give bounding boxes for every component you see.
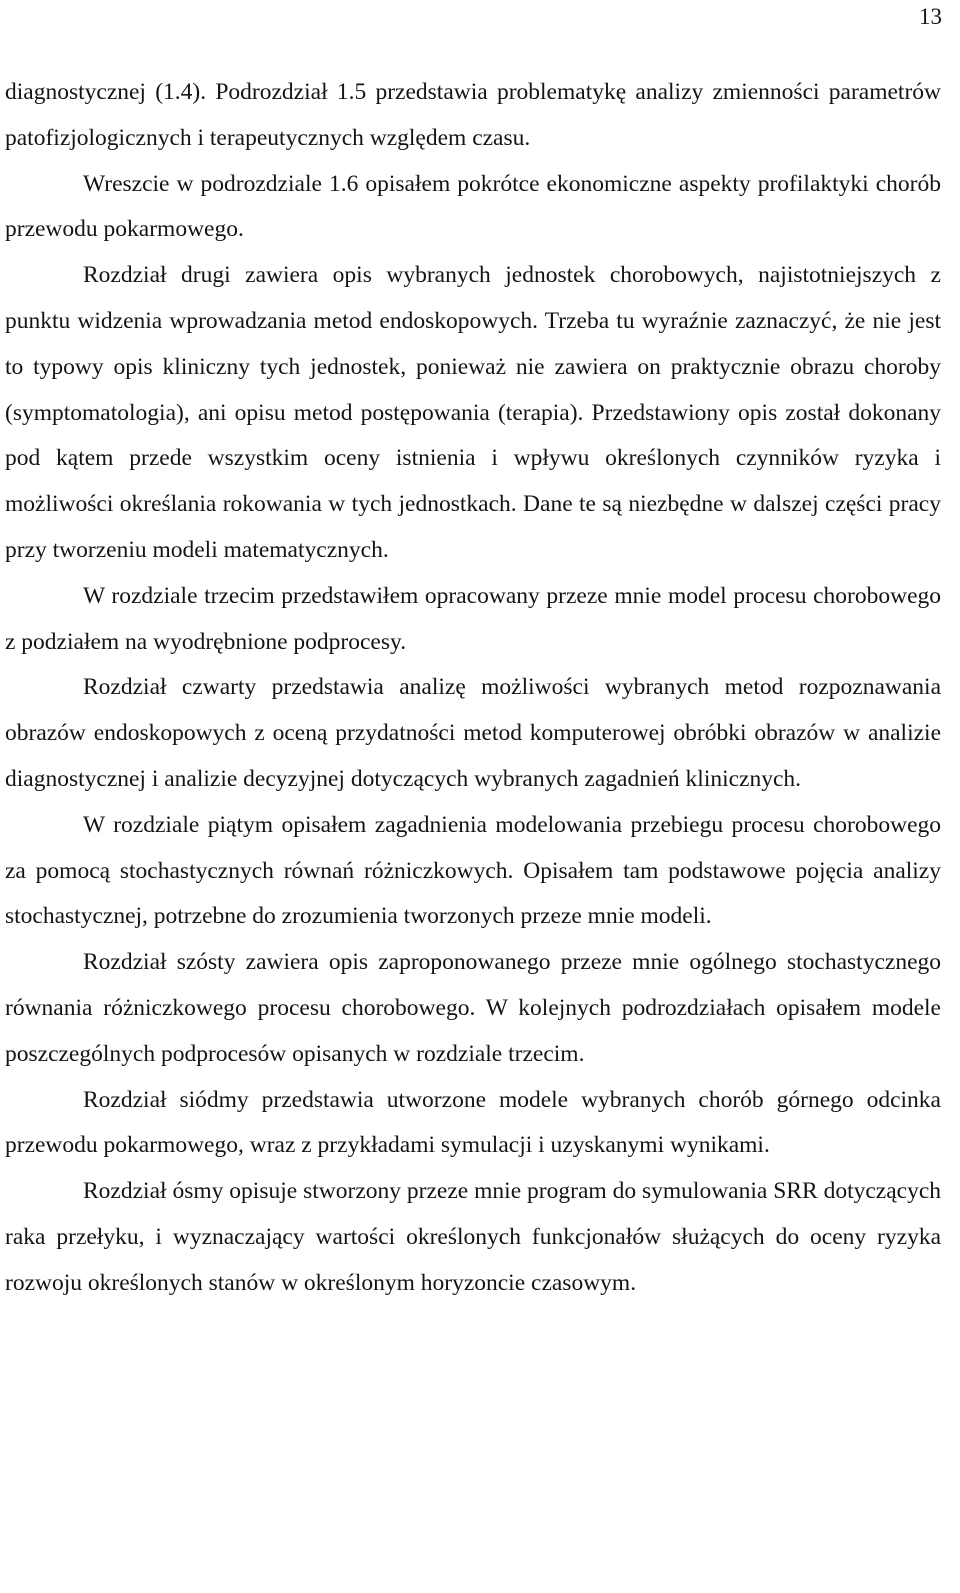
paragraph-chapter-7: Rozdział siódmy przedstawia utworzone modele wybranych chorób górnego odcinka przewodu pokarmowego, wraz z przykładami symulacji i uzyskanymi wynikami.	[5, 1086, 941, 1159]
paragraph-chapter-4: Rozdział czwarty przedstawia analizę możliwości wybranych metod rozpoznawania obrazów endoskopowych z oceną przydatności metod komputerowej obróbki obrazów w analizie diagnostycznej i analizie decyzyjnej dotyczących wybranych zagadnień klinicznych.	[5, 674, 941, 792]
document-body	[5, 70, 941, 1307]
paragraph-chapter-8: Rozdział ósmy opisuje stworzony przeze mnie program do symulowania SRR dotyczących raka przełyku, i wyznaczający wartości określonych funkcjonałów służących do oceny ryzyka rozwoju określonych stanów w określonym horyzoncie czasowym.	[5, 1178, 941, 1296]
paragraph-chapter-3: W rozdziale trzecim przedstawiłem opracowany przeze mnie model procesu chorobowego z podziałem na wyodrębnione podprocesy.	[5, 582, 941, 655]
page-number: 13	[919, 4, 942, 29]
paragraph-chapter-2: Rozdział drugi zawiera opis wybranych jednostek chorobowych, najistotniejszych z punktu widzenia wprowadzania metod endoskopowych. Trzeba tu wyraźnie zaznaczyć, że nie jest to typowy opis kliniczny tych jednostek, ponieważ nie zawiera on praktycznie obrazu choroby (symptomatologia), ani opisu metod postępowania (terapia). Przedstawiony opis został dokonany pod kątem przede wszystkim oceny istnienia i wpływu określonych czynników ryzyka i możliwości określania rokowania w tych jednostkach. Dane te są niezbędne w dalszej części pracy przy tworzeniu modeli matematycznych.	[5, 262, 941, 563]
paragraph-chapter-5: W rozdziale piątym opisałem zagadnienia modelowania przebiegu procesu chorobowego za pomocą stochastycznych równań różniczkowych. Opisałem tam podstawowe pojęcia analizy stochastycznej, potrzebne do zrozumienia tworzonych przeze mnie modeli.	[5, 811, 941, 930]
paragraph-chapter-6: Rozdział szósty zawiera opis zaproponowanego przeze mnie ogólnego stochastycznego równania różniczkowego procesu chorobowego. W kolejnych podrozdziałach opisałem modele poszczególnych podprocesów opisanych w rozdziale trzecim.	[5, 949, 941, 1067]
paragraph-continuation: diagnostycznej (1.4). Podrozdział 1.5 przedstawia problematykę analizy zmienności parametrów patofizjologicznych i terapeutycznych względem czasu.	[5, 79, 941, 151]
paragraph-subchapter-1-6: Wreszcie w podrozdziale 1.6 opisałem pokrótce ekonomiczne aspekty profilaktyki chorób przewodu pokarmowego.	[5, 170, 941, 243]
